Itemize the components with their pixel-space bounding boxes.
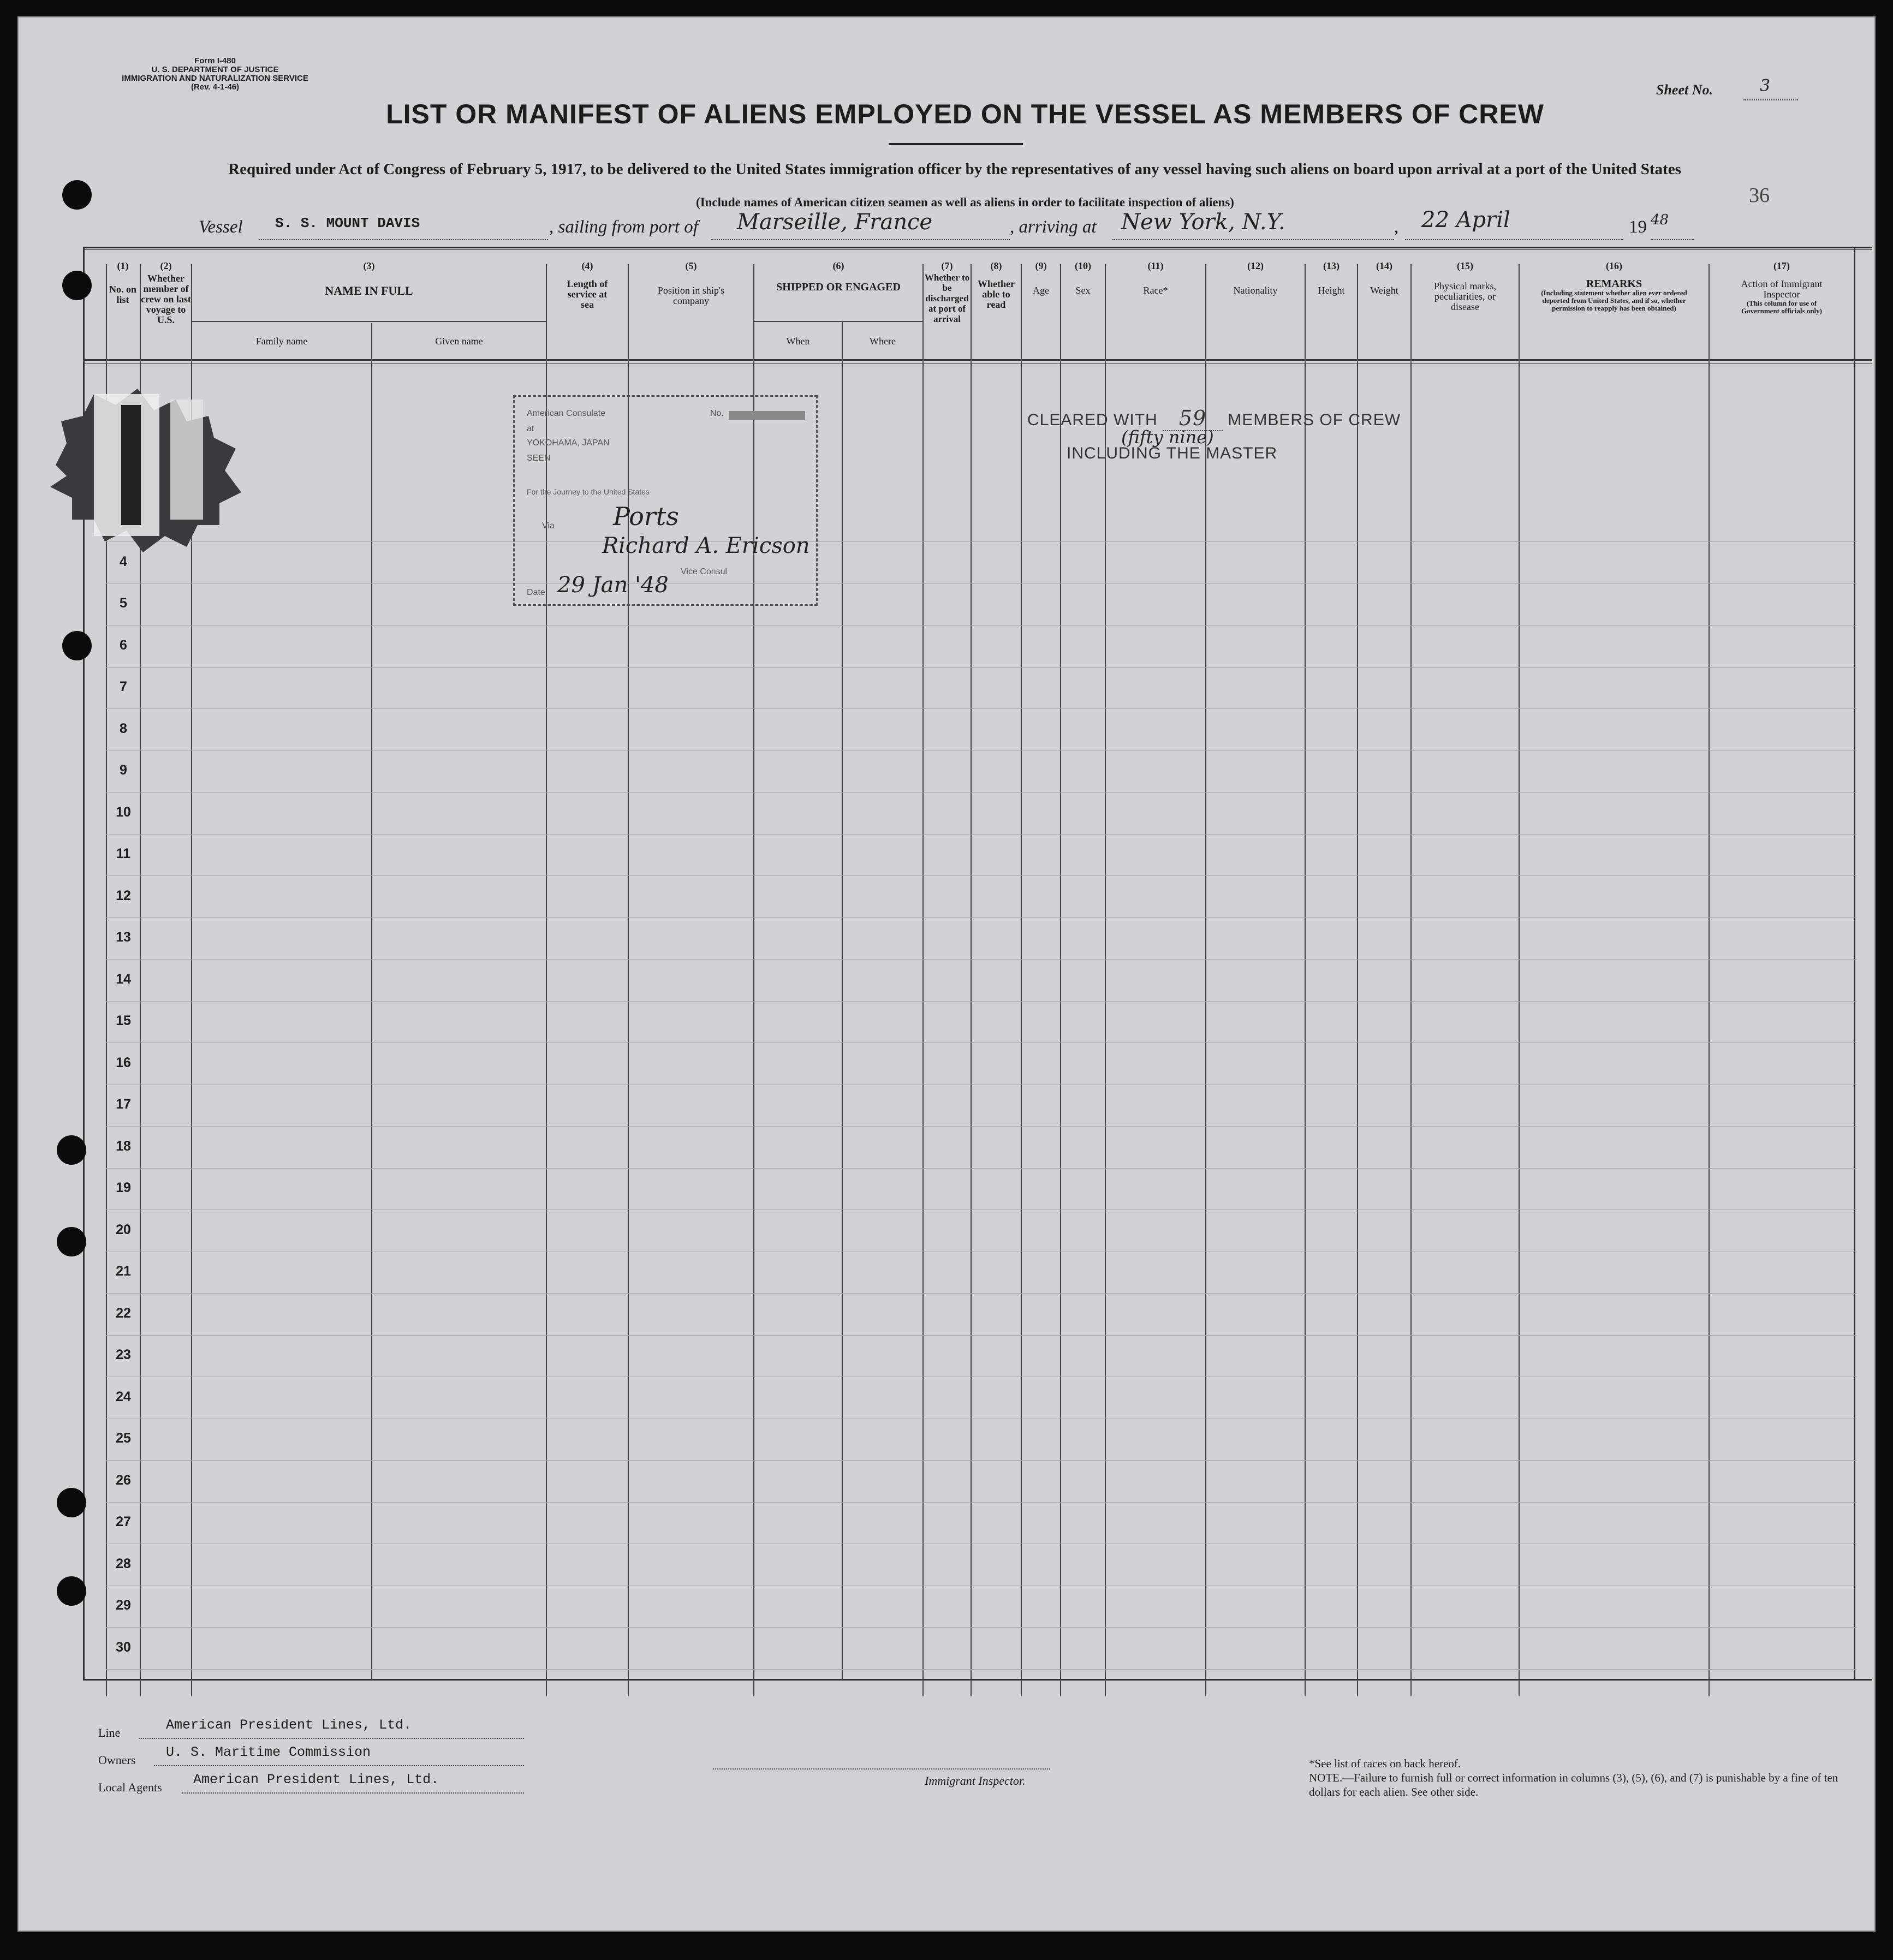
agents-value: American President Lines, Ltd. [193, 1772, 439, 1788]
col2-header [141, 261, 191, 325]
row-number: 19 [116, 1180, 131, 1195]
page-title: LIST OR MANIFEST OF ALIENS EMPLOYED ON THE VESSEL AS MEMBERS OF CREW [386, 99, 1544, 129]
col-divider-11 [1105, 264, 1106, 1696]
stamp-no-label: No. [710, 409, 724, 418]
table-row [106, 959, 1857, 960]
arrival-date: 22 April [1421, 207, 1510, 233]
table-top-rule [83, 247, 1872, 248]
binder-hole [62, 631, 92, 660]
binder-hole [62, 180, 92, 210]
col5-header [629, 261, 753, 306]
table-right-rule [1854, 247, 1855, 1680]
date-comma: , [1394, 217, 1399, 237]
form-number: Form I-480 [194, 56, 236, 65]
col15-number: (15) [1457, 260, 1473, 271]
row-number: 9 [120, 762, 127, 778]
table-row [106, 541, 1857, 542]
col1-label: No. on list [109, 284, 136, 305]
binder-hole [57, 1488, 86, 1517]
row-number: 13 [116, 930, 131, 945]
penalty-note: NOTE.—Failure to furnish full or correct information in columns (3), (5), (6), and (7) is punishable by a fine of ten dollars for each alien. See other side. [1309, 1771, 1838, 1798]
row-number: 22 [116, 1305, 131, 1321]
row-number: 5 [120, 595, 127, 611]
col1-number: (1) [117, 260, 129, 271]
binder-hole [57, 1135, 86, 1165]
row-number: 18 [116, 1138, 131, 1154]
including-master: INCLUDING THE MASTER [1067, 444, 1278, 462]
col16-header [1520, 261, 1709, 312]
table-row [106, 792, 1857, 793]
col14-number: (14) [1376, 260, 1392, 271]
row-number: 17 [116, 1097, 131, 1112]
stamp-date: 29 Jan '48 [557, 573, 669, 598]
table-row [106, 1042, 1857, 1043]
table-row [106, 750, 1857, 751]
col11-header [1106, 261, 1205, 296]
title-underline [889, 143, 1023, 145]
stamp-handwritten-ports: Ports [613, 502, 679, 531]
col4-number: (4) [581, 260, 593, 271]
col9-number: (9) [1035, 260, 1047, 271]
row-number: 7 [120, 679, 127, 694]
col5-number: (5) [685, 260, 697, 271]
form-revision: (Rev. 4-1-46) [191, 82, 240, 92]
sheet-label: Sheet No. [1656, 82, 1713, 98]
col12-label: Nationality [1233, 285, 1278, 296]
col16-number: (16) [1606, 260, 1622, 271]
inspector-signature-line [713, 1768, 1050, 1770]
form-service: IMMIGRATION AND NATURALIZATION SERVICE [122, 74, 308, 83]
table-row [106, 1126, 1857, 1127]
stamp-city: YOKOHAMA, JAPAN [527, 438, 610, 448]
owners-label: Owners [98, 1753, 136, 1767]
row-number: 21 [116, 1264, 131, 1279]
form-identifier [84, 57, 346, 92]
row-number: 30 [116, 1639, 131, 1655]
col-divider-10 [1060, 264, 1061, 1696]
date-line [1405, 239, 1623, 240]
given-name-header: Given name [435, 336, 483, 347]
row-number: 25 [116, 1431, 131, 1446]
vessel-name: S. S. MOUNT DAVIS [275, 215, 420, 231]
col6-number: (6) [832, 260, 844, 271]
table-row [106, 1001, 1857, 1002]
when-header: When [786, 336, 810, 347]
row-number: 26 [116, 1472, 131, 1488]
table-row [106, 1293, 1857, 1294]
col17-note: (This column for use of Government officials only) [1741, 299, 1823, 315]
col-divider-9 [1021, 264, 1022, 1696]
col-divider-3b [371, 323, 372, 1680]
col4-label: Length of service at sea [567, 278, 608, 310]
clearance-prefix: CLEARED WITH [1027, 411, 1158, 429]
consular-stamp [513, 395, 818, 606]
table-row [106, 1502, 1857, 1503]
col7-header [924, 261, 971, 324]
table-row [106, 583, 1857, 584]
col1-header [106, 261, 140, 305]
crew-count: 59 [1163, 406, 1223, 431]
col6-label: SHIPPED OR ENGAGED [776, 281, 901, 293]
row-number: 28 [116, 1556, 131, 1571]
table-row [106, 1335, 1857, 1336]
col3-number: (3) [363, 260, 375, 271]
col15-header [1412, 261, 1519, 312]
row-number: 6 [120, 637, 127, 653]
table-row [106, 1460, 1857, 1461]
col9-header [1022, 261, 1060, 296]
form-department: U. S. DEPARTMENT OF JUSTICE [151, 65, 279, 74]
col10-number: (10) [1075, 260, 1091, 271]
stamp-date-label: Date [527, 588, 545, 597]
col9-label: Age [1033, 285, 1049, 296]
family-name-header: Family name [255, 336, 308, 347]
col15-label: Physical marks, peculiarities, or disease [1434, 281, 1496, 312]
table-row [106, 1627, 1857, 1628]
col8-number: (8) [990, 260, 1002, 271]
stamp-seen: SEEN [527, 454, 551, 463]
row-number: 12 [116, 887, 131, 903]
table-row [106, 875, 1857, 876]
owners-value: U. S. Maritime Commission [166, 1744, 371, 1760]
col-divider-7 [922, 264, 924, 1696]
row-number: 4 [120, 553, 127, 569]
col3-header [192, 261, 546, 296]
row-number: 24 [116, 1389, 131, 1404]
year-prefix: 19 [1629, 217, 1647, 237]
col11-number: (11) [1147, 260, 1164, 271]
col2-label: Whether member of crew on last voyage to U.S. [141, 273, 191, 325]
table-top-rule-2 [83, 249, 1872, 250]
stamp-consulate: American Consulate [527, 409, 606, 418]
owners-underline [154, 1765, 524, 1766]
col-divider-14 [1357, 264, 1358, 1696]
col6-header [754, 261, 922, 293]
col-divider-16 [1519, 264, 1520, 1696]
year-line [1651, 239, 1694, 240]
table-row [106, 667, 1857, 668]
vessel-label: Vessel [199, 217, 243, 237]
shipped-subheader-rule [753, 321, 922, 322]
col12-header [1206, 261, 1305, 296]
row-number: 16 [116, 1055, 131, 1070]
stamp-signature: Richard A. Ericson [602, 533, 810, 558]
col-divider-15 [1410, 264, 1412, 1696]
sailing-port: Marseille, France [737, 210, 933, 235]
sailing-label: , sailing from port of [549, 217, 698, 237]
col10-label: Sex [1075, 285, 1091, 296]
stamp-via: Via [542, 521, 555, 531]
col17-header [1710, 261, 1854, 315]
col7-label: Whether to be discharged at port of arrival [924, 272, 970, 324]
col-divider-17 [1709, 264, 1710, 1696]
seal-icon [45, 378, 263, 552]
year-suffix: 48 [1651, 212, 1669, 228]
table-row [106, 708, 1857, 709]
footer-notes [1309, 1756, 1855, 1799]
table-row [106, 834, 1857, 835]
binder-hole [57, 1576, 86, 1606]
col3-label: NAME IN FULL [325, 284, 413, 297]
sailing-line [711, 239, 1010, 240]
name-subheader-rule [191, 321, 546, 322]
legal-requirement: Required under Act of Congress of February 5, 1917, to be delivered to the United States immigration officer by the representatives of any vessel having such aliens on board upon arrival at a port of the United States [228, 160, 1681, 178]
col7-number: (7) [941, 260, 953, 271]
line-underline [139, 1738, 524, 1739]
col8-header [972, 261, 1021, 310]
col16-label: REMARKS [1586, 278, 1642, 290]
inspector-label: Immigrant Inspector. [925, 1774, 1026, 1788]
crew-count-words: (fifty nine) [1121, 427, 1214, 448]
col5-label: Position in ship's company [657, 285, 725, 306]
binder-hole [57, 1227, 86, 1256]
arriving-label: , arriving at [1010, 217, 1097, 237]
col4-header [547, 261, 628, 310]
col17-label: Action of Immigrant Inspector [1741, 278, 1823, 300]
binder-hole [62, 271, 92, 300]
row-number: 20 [116, 1222, 131, 1237]
instruction-text: (Include names of American citizen seamen as well as aliens in order to facilitate inspection of aliens) [696, 195, 1234, 209]
col-divider-8 [971, 264, 972, 1696]
manifest-sheet [17, 16, 1876, 1932]
col-divider-12 [1205, 264, 1206, 1696]
row-number: 23 [116, 1347, 131, 1362]
where-header: Where [870, 336, 896, 347]
row-number: 14 [116, 971, 131, 987]
agents-label: Local Agents [98, 1780, 162, 1794]
col-divider-13 [1305, 264, 1306, 1696]
col14-header [1358, 261, 1410, 296]
table-row [106, 1168, 1857, 1169]
row-number: 29 [116, 1598, 131, 1613]
col10-header [1061, 261, 1105, 296]
clearance-suffix: MEMBERS OF CREW [1228, 411, 1401, 429]
sheet-number: 3 [1760, 76, 1771, 96]
table-row [106, 1669, 1857, 1670]
line-value: American President Lines, Ltd. [166, 1717, 412, 1733]
col13-number: (13) [1323, 260, 1340, 271]
col2-number: (2) [160, 260, 172, 271]
col12-number: (12) [1247, 260, 1264, 271]
row-number: 8 [120, 720, 127, 736]
col17-number: (17) [1773, 260, 1790, 271]
row-number: 15 [116, 1013, 131, 1028]
stamp-vice-consul: Vice Consul [681, 567, 728, 576]
row-number: 11 [116, 846, 131, 861]
agents-underline [182, 1792, 524, 1794]
stamp-at: at [527, 424, 534, 433]
col8-label: Whether able to read [978, 278, 1015, 310]
page-stamp-number: 36 [1749, 184, 1770, 207]
header-bottom-rule [83, 359, 1872, 361]
vessel-line [259, 239, 548, 240]
arrival-port: New York, N.Y. [1121, 210, 1285, 235]
col16-note: (Including statement whether alien ever ordered deported from United States, and if so, whether permission to reapply has been obtained) [1541, 289, 1687, 312]
row-number: 27 [116, 1514, 131, 1529]
stamp-number-smudge [729, 411, 805, 420]
arrival-line [1112, 239, 1394, 240]
table-bottom-rule [83, 1679, 1872, 1681]
clearance-stamp [1027, 406, 1401, 431]
col13-label: Height [1318, 285, 1345, 296]
line-label: Line [98, 1726, 121, 1739]
col13-header [1306, 261, 1357, 296]
races-note: *See list of races on back hereof. [1309, 1757, 1461, 1770]
row-number: 10 [116, 804, 131, 820]
stamp-journey: For the Journey to the United States [527, 487, 650, 496]
col11-label: Race* [1143, 285, 1168, 296]
col14-label: Weight [1370, 285, 1398, 296]
